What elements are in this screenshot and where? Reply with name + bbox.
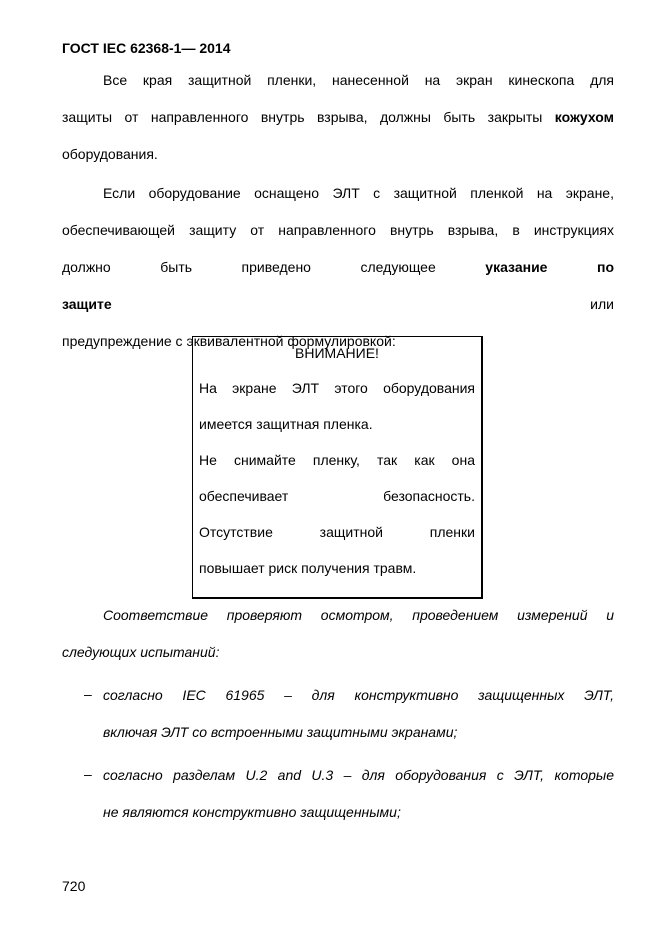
warning-line-6: повышает риск получения травм. <box>199 560 417 576</box>
paragraph-2-line-4: предупреждение с эквивалентной формулировкой: <box>62 333 396 349</box>
paragraph-2-line-1: Если оборудование оснащено ЭЛТ с защитной пленкой на экране, <box>103 185 614 201</box>
list-item-1 <box>103 677 614 751</box>
paragraph-3 <box>62 597 614 671</box>
document-header: ГОСТ IEC 62368-1— 2014 <box>62 40 231 56</box>
warning-line-2: имеется защитная пленка. <box>199 416 373 432</box>
warning-line-4: обеспечивает безопасность. <box>199 488 475 504</box>
warning-box <box>192 336 483 599</box>
list-item-2-line-2: не являются конструктивно защищенными; <box>103 804 401 820</box>
list-item-1-line-2: включая ЭЛТ со встроенными защитными экранами; <box>103 724 458 740</box>
paragraph-1-bold-word: кожухом <box>554 109 614 125</box>
warning-title: ВНИМАНИЕ! <box>295 345 379 361</box>
warning-line-5: Отсутствие защитной пленки <box>199 524 475 540</box>
paragraph-2-line-3: должно быть приведено следующее указание по защите или <box>62 259 614 312</box>
paragraph-2 <box>62 175 614 360</box>
warning-line-1: На экране ЭЛТ этого оборудования <box>199 380 475 396</box>
list-item-2-line-1: согласно разделам U.2 and U.3 – для оборудования с ЭЛТ, которые <box>103 767 614 783</box>
list-item-2 <box>103 757 614 831</box>
paragraph-1 <box>62 62 614 173</box>
safety-instruction-term: указание по защите <box>62 259 614 312</box>
list-bullet-1: – <box>84 686 92 702</box>
warning-line-3: Не снимайте пленку, так как она <box>199 452 475 468</box>
paragraph-3-line-1: Соответствие проверяют осмотром, проведением измерений и <box>103 607 614 623</box>
paragraph-1-line-3: оборудования. <box>62 146 158 162</box>
list-bullet-2: – <box>84 766 92 782</box>
page-number: 720 <box>62 878 86 894</box>
paragraph-2-line-2: обеспечивающей защиту от направленного внутрь взрыва, в инструкциях <box>62 222 614 238</box>
paragraph-1-line-1: Все края защитной пленки, нанесенной на экран кинескопа для <box>103 72 614 88</box>
paragraph-1-line-2: защиты от направленного внутрь взрыва, должны быть закрыты <box>62 109 555 125</box>
list-item-1-line-1: согласно IEC 61965 – для конструктивно защищенных ЭЛТ, <box>103 687 614 703</box>
paragraph-3-line-2: следующих испытаний: <box>62 644 220 660</box>
